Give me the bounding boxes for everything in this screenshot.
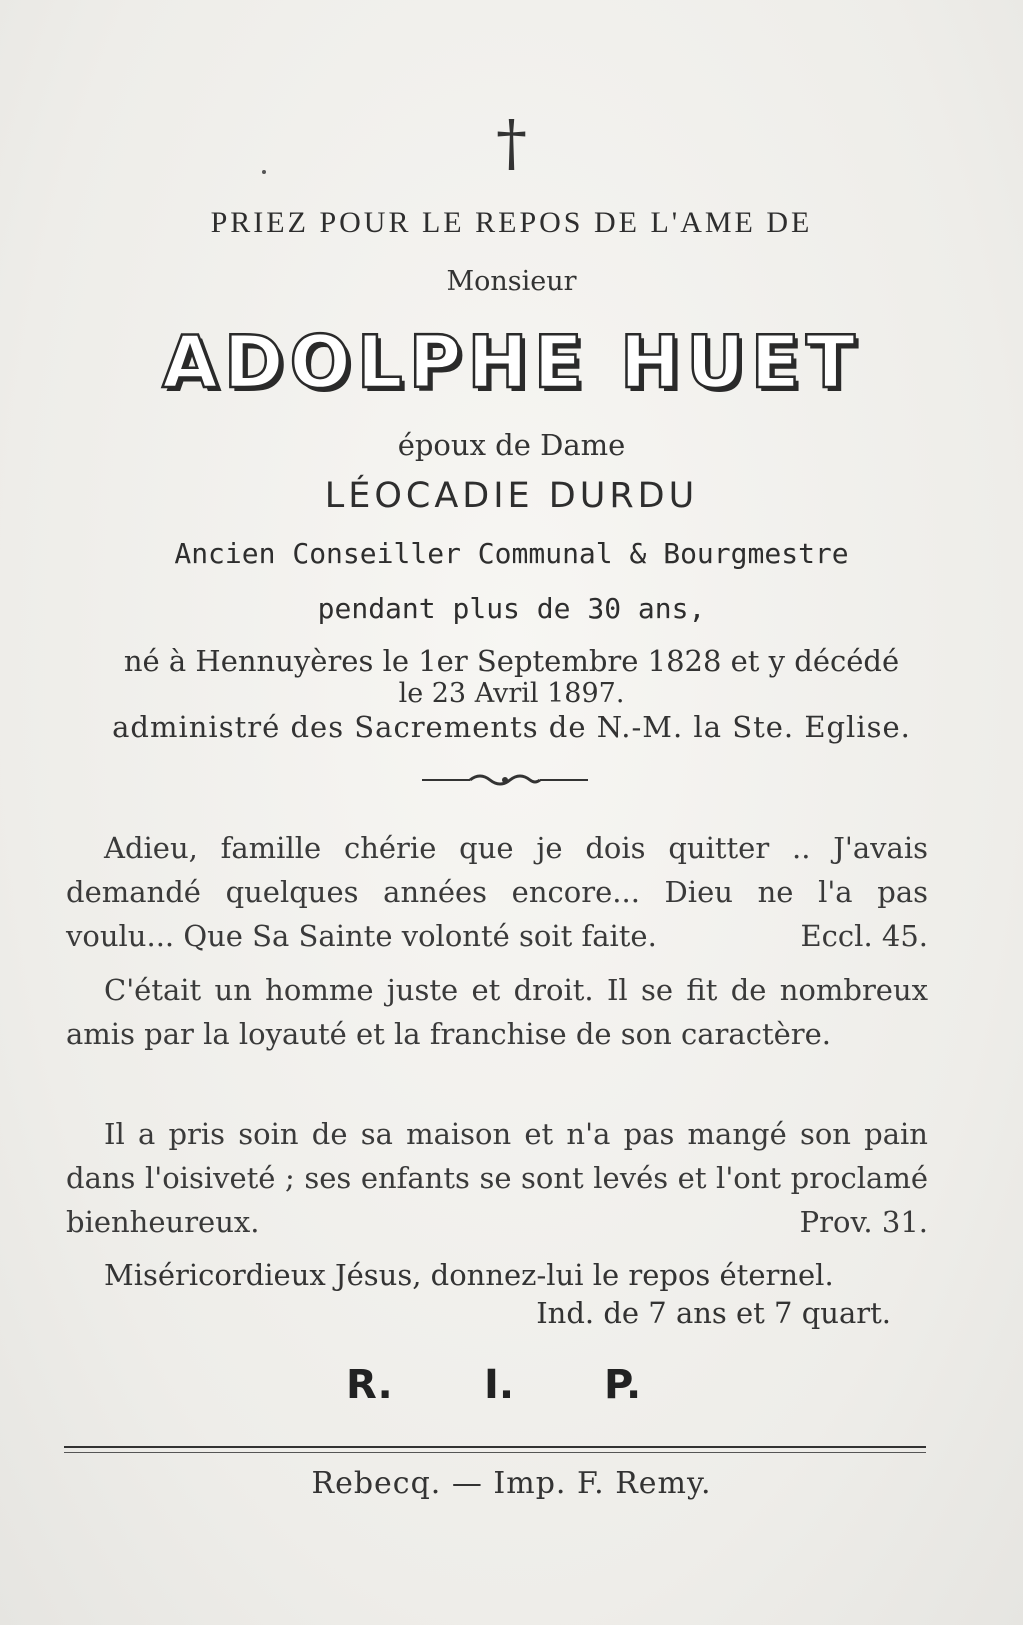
office-duration: pendant plus de 30 ans, xyxy=(317,592,706,625)
cross-icon: † xyxy=(496,106,527,179)
office-title: Ancien Conseiller Communal & Bourgmestre xyxy=(174,537,849,570)
rip-letter-i: I. xyxy=(484,1362,515,1408)
character-text: C'était un homme juste et droit. Il se fit de nombreux amis par la loyauté et la franchise de son caractère. xyxy=(66,973,928,1051)
ink-speck xyxy=(262,170,266,174)
household-paragraph xyxy=(66,1112,928,1244)
footer-rule xyxy=(64,1446,926,1448)
deceased-name: ADOLPHE HUET xyxy=(162,320,861,404)
rip-letter-r: R. xyxy=(346,1362,393,1408)
spouse-name: LÉOCADIE DURDU xyxy=(324,476,699,516)
sacraments-line: administré des Sacrements de N.-M. la Ste. Eglise. xyxy=(112,710,911,744)
spouse-intro: époux de Dame xyxy=(397,428,626,462)
ornament-divider-icon xyxy=(420,770,590,790)
printer-imprint: Rebecq. — Imp. F. Remy. xyxy=(311,1466,712,1501)
household-text: Il a pris soin de sa maison et n'a pas mangé son pain dans l'oisiveté ; ses enfants se sont levés et l'ont proclamé bienheureux. xyxy=(66,1117,928,1239)
character-paragraph xyxy=(66,968,928,1056)
farewell-text: Adieu, famille chérie que je dois quitter .. J'avais demandé quelques années encore... Dieu ne l'a pas voulu... Que Sa Sainte volonté soit faite. xyxy=(66,831,928,953)
death-date: le 23 Avril 1897. xyxy=(398,678,625,709)
closing-prayer: Miséricordieux Jésus, donnez-lui le repos éternel. xyxy=(104,1258,834,1292)
honorific: Monsieur xyxy=(446,266,577,297)
birth-death-line: né à Hennuyères le 1er Septembre 1828 et y décédé xyxy=(123,644,900,678)
household-reference: Prov. 31. xyxy=(799,1205,928,1239)
prayer-heading: PRIEZ POUR LE REPOS DE L'AME DE xyxy=(210,206,813,239)
farewell-paragraph xyxy=(66,826,928,958)
footer-rule-thin xyxy=(64,1452,926,1453)
farewell-reference: Eccl. 45. xyxy=(800,919,928,953)
indulgence-note: Ind. de 7 ans et 7 quart. xyxy=(536,1296,891,1330)
rip-letter-p: P. xyxy=(604,1362,642,1408)
